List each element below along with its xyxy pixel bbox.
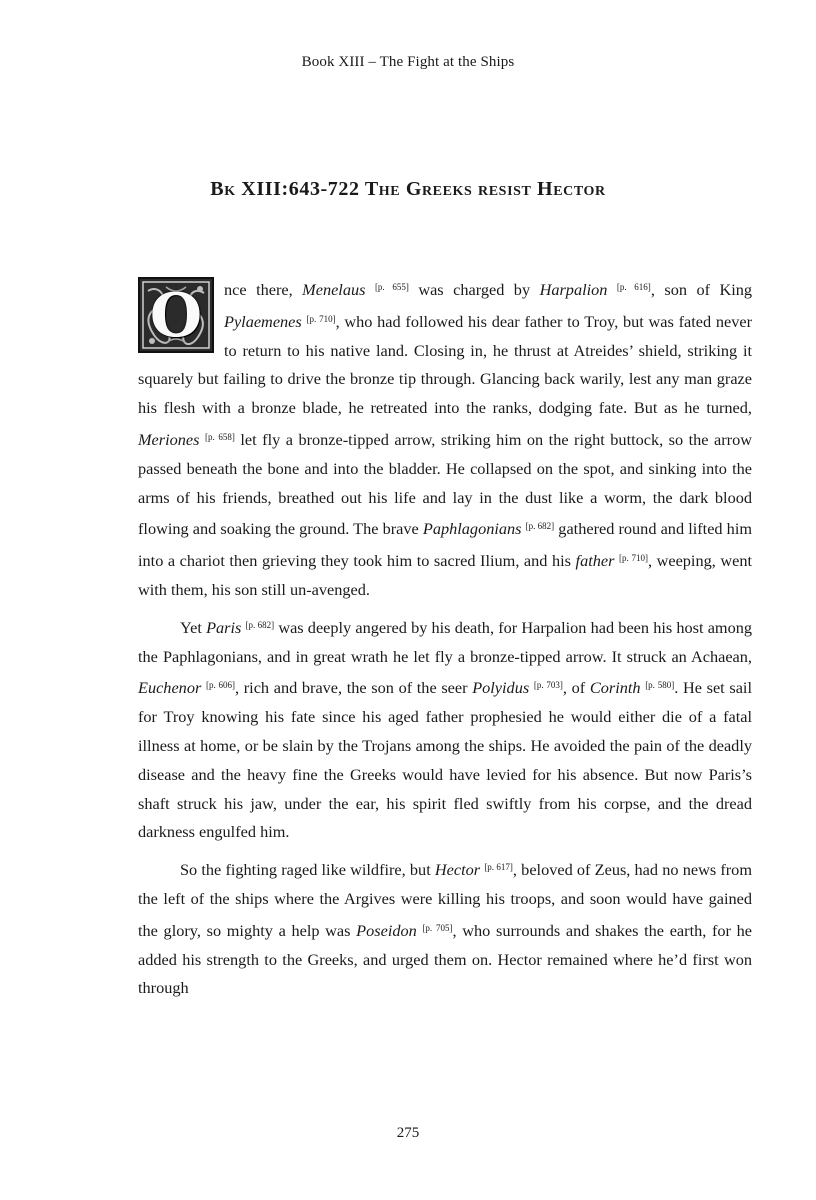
person-name: Harpalion: [539, 280, 608, 299]
paragraph: [138, 853, 752, 1003]
page-reference: [p. 655]: [374, 282, 409, 292]
page-reference: [p. 658]: [205, 431, 235, 442]
person-name: Poseidon: [356, 920, 417, 940]
person-name: Euchenor: [138, 678, 202, 698]
paragraph-text: Yet Paris [p. 682] was deeply angered by his death, for Harpalion had been his host among the Paphlagonians, and in great wrath he let fly a bronze-tipped arrow. It struck an Achaean, Euchenor [p. 606], rich and brave, the son of the seer Polyidus [p. 703], of Corinth [p. 580]. He set sail for Troy knowing his fate since his aged father prophesied he would either die of a fatal illness at home, or be slain by the Trojans among the ships. He avoided the pain of the deadly disease and the heavy fine the Greeks would have levied for his absence. But now Paris’s shaft struck his jaw, under the ear, his spirit fled swiftly from his corpse, and the dread darkness engulfed him.: [138, 617, 753, 842]
paragraph-text: nce there, Menelaus [p. 655] was charged by Harpalion [p. 616], son of King Pylaemenes [p. 710], who had followed his dear father to Troy, but was fated never to return to his native land. Closing in, he thrust at Atreides’ shield, striking it squarely but failing to drive the bronze tip through. Glancing back warily, lest any man graze his flesh with a bronze blade, he retreated into the ranks, dodging fate. But as he turned, Meriones [p. 658] let fly a bronze-tipped arrow, striking him on the right buttock, so the arrow passed beneath the bone and into the bladder. He collapsed on the spot, and sinking into the arms of his friends, breathed out his life and lay in the dust like a worm, the dark blood flowing and soaking the ground. The brave Paphlagonians [p. 682] gathered round and lifted him into a chariot then grieving they took him to sacred Ilium, and his father [p. 710], weeping, went with them, his son still un-avenged.: [138, 280, 753, 599]
page-reference: [p. 682]: [245, 619, 275, 630]
drop-cap-ornament: [138, 277, 214, 353]
person-name: Paris: [206, 617, 242, 637]
person-name: Hector: [434, 860, 481, 880]
chapter-title: Bk XIII:643-722 The Greeks resist Hector: [210, 178, 606, 200]
person-name: Menelaus: [302, 280, 366, 299]
page-reference: [p. 705]: [422, 922, 453, 933]
person-name: father: [575, 551, 615, 571]
page-reference: [p. 606]: [205, 680, 236, 691]
person-name: Pylaemenes: [224, 311, 302, 331]
page-reference: [p. 710]: [618, 553, 648, 564]
paragraph: [138, 611, 752, 847]
page-reference: [p. 703]: [533, 680, 563, 691]
person-name: Corinth: [589, 678, 641, 698]
page-reference: [p. 682]: [525, 521, 555, 532]
page-reference: [p. 616]: [616, 282, 651, 292]
page-reference: [p. 580]: [645, 680, 675, 691]
page-reference: [p. 710]: [306, 313, 336, 324]
page-reference: [p. 617]: [484, 862, 513, 873]
person-name: Polyidus: [472, 678, 530, 698]
person-name: Paphlagonians: [422, 519, 522, 539]
drop-cap-letter: O: [149, 281, 203, 351]
paragraph: [138, 273, 752, 605]
paragraph-text: So the fighting raged like wildfire, but Hector [p. 617], beloved of Zeus, had no news from the left of the ships where the Argives were killing his troops, and soon would have gained the glory, so mighty a help was Poseidon [p. 705], who surrounds and shakes the earth, for he added his strength to the Greeks, and urged them on. Hector remained where he’d first won through: [138, 860, 753, 998]
body-text: [138, 273, 752, 1003]
page-number: 275: [396, 1125, 420, 1141]
person-name: Meriones: [138, 429, 200, 449]
running-head: Book XIII – The Fight at the Ships: [301, 54, 515, 70]
